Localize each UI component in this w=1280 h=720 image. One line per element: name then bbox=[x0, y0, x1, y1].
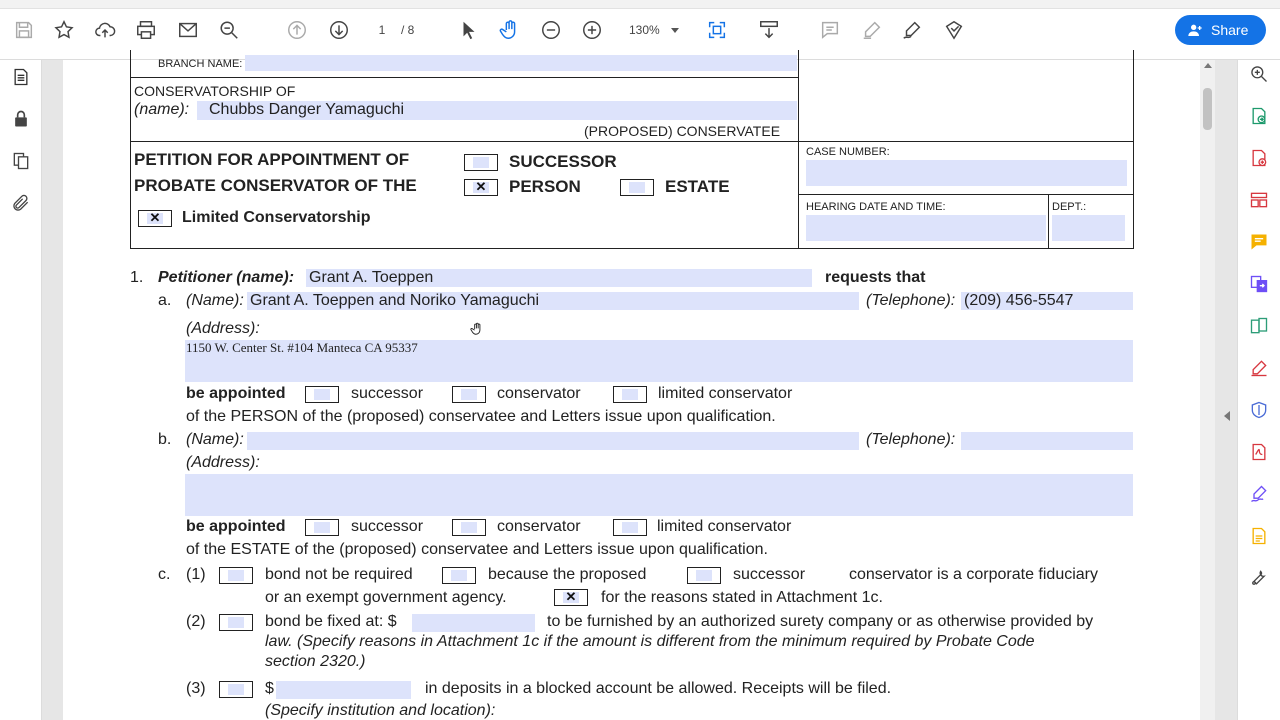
petitioner-name-field[interactable]: Grant A. Toeppen bbox=[306, 269, 812, 287]
b-conservator-checkbox[interactable] bbox=[452, 519, 486, 536]
collapse-right-panel-icon[interactable] bbox=[1224, 411, 1230, 421]
b-successor-checkbox[interactable] bbox=[305, 519, 339, 536]
redact-icon[interactable] bbox=[1248, 441, 1270, 463]
petition-title-line1: PETITION FOR APPOINTMENT OF bbox=[134, 150, 410, 169]
dept-label: DEPT.: bbox=[1052, 201, 1087, 213]
c1-text-attachment: for the reasons stated in Attachment 1c. bbox=[601, 589, 883, 606]
b-limited-conservator-checkbox[interactable] bbox=[613, 519, 647, 536]
c1-text-successor: successor bbox=[733, 566, 806, 583]
case-number-field[interactable] bbox=[806, 160, 1127, 186]
fit-page-icon[interactable] bbox=[705, 18, 729, 42]
protect-icon[interactable] bbox=[1248, 399, 1270, 421]
requests-that-label: requests that bbox=[825, 269, 926, 286]
c1-text-exempt-agency: or an exempt government agency. bbox=[265, 589, 507, 606]
page-number-input[interactable]: 1 bbox=[378, 23, 386, 37]
c2-bond-fixed-checkbox[interactable] bbox=[219, 614, 253, 631]
zoom-out-icon[interactable] bbox=[539, 18, 563, 42]
header-divider-vertical bbox=[1048, 194, 1049, 249]
b-estate-line: of the ESTATE of the (proposed) conservatee and Letters issue upon qualification. bbox=[186, 541, 768, 558]
b-telephone-field[interactable] bbox=[961, 432, 1133, 450]
c2-text-section: section 2320.) bbox=[265, 653, 366, 670]
b-address-field[interactable] bbox=[185, 474, 1133, 516]
a-address-field[interactable]: 1150 W. Center St. #104 Manteca CA 95337 bbox=[186, 340, 418, 355]
edit-pdf-icon[interactable] bbox=[1248, 357, 1270, 379]
hand-pan-icon[interactable] bbox=[498, 18, 522, 42]
chevron-down-icon[interactable] bbox=[671, 28, 679, 33]
zoom-icon[interactable] bbox=[1248, 63, 1270, 85]
page-down-icon[interactable] bbox=[327, 18, 351, 42]
b-be-appointed-label: be appointed bbox=[186, 518, 286, 535]
branch-name-field[interactable] bbox=[245, 55, 797, 71]
header-divider bbox=[130, 141, 1134, 142]
attachment-clip-icon[interactable] bbox=[10, 192, 32, 214]
c3-blocked-account-checkbox[interactable] bbox=[219, 681, 253, 698]
a-limited-conservator-checkbox[interactable] bbox=[613, 386, 647, 403]
highlight-pen-icon[interactable] bbox=[860, 18, 884, 42]
right-tools-rail bbox=[1237, 60, 1280, 720]
bookmark-star-icon[interactable] bbox=[52, 18, 76, 42]
page-up-icon[interactable] bbox=[285, 18, 309, 42]
organize-pages-icon[interactable] bbox=[1248, 189, 1270, 211]
hand-cursor-icon bbox=[470, 322, 484, 336]
b-name-label: (Name): bbox=[186, 431, 244, 448]
a-telephone-field[interactable]: (209) 456-5547 bbox=[961, 292, 1133, 310]
case-number-label: CASE NUMBER: bbox=[806, 146, 890, 158]
header-divider bbox=[798, 194, 1134, 195]
a-conservator-checkbox[interactable] bbox=[452, 386, 486, 403]
item-b-label: b. bbox=[158, 431, 172, 448]
c3-dollar-sign: $ bbox=[265, 680, 274, 697]
create-pdf-icon[interactable] bbox=[1248, 147, 1270, 169]
c1-attachment-checkbox[interactable] bbox=[554, 589, 588, 606]
c2-text-bond-fixed: bond be fixed at: $ bbox=[265, 613, 397, 630]
c1-bond-not-required-checkbox[interactable] bbox=[219, 567, 253, 584]
upload-cloud-icon[interactable] bbox=[93, 18, 117, 42]
comment-icon[interactable] bbox=[818, 18, 842, 42]
person-option-label: PERSON bbox=[509, 177, 581, 196]
compress-icon[interactable] bbox=[1248, 315, 1270, 337]
send-for-review-icon[interactable] bbox=[1248, 525, 1270, 547]
c2-bond-amount-field[interactable] bbox=[412, 614, 535, 632]
c1-number: (1) bbox=[186, 566, 206, 583]
branch-name-label: BRANCH NAME: bbox=[158, 58, 243, 70]
sign-icon[interactable] bbox=[900, 18, 924, 42]
c1-text-corporate-fiduciary: conservator is a corporate fiduciary bbox=[849, 566, 1098, 583]
zoom-level-select[interactable]: 130% bbox=[629, 23, 660, 37]
c1-successor-checkbox[interactable] bbox=[687, 567, 721, 584]
dept-field[interactable] bbox=[1052, 215, 1125, 241]
conservatorship-of-label: CONSERVATORSHIP OF bbox=[134, 83, 296, 99]
successor-checkbox[interactable] bbox=[464, 154, 498, 171]
b-conservator-label: conservator bbox=[497, 518, 581, 535]
person-checkbox[interactable] bbox=[464, 179, 498, 196]
a-address-label: (Address): bbox=[186, 320, 260, 337]
c3-deposit-amount-field[interactable] bbox=[276, 681, 411, 699]
comment-tool-icon[interactable] bbox=[1248, 231, 1270, 253]
c3-text-specify-institution: (Specify institution and location): bbox=[265, 702, 496, 719]
estate-option-label: ESTATE bbox=[665, 177, 730, 196]
item-1-number: 1. bbox=[130, 269, 144, 286]
successor-option-label: SUCCESSOR bbox=[509, 152, 617, 171]
page-total: / 8 bbox=[401, 23, 415, 37]
share-button[interactable] bbox=[1175, 15, 1266, 45]
a-successor-label: successor bbox=[351, 385, 424, 402]
c1-text-because: because the proposed bbox=[488, 566, 647, 583]
a-name-field[interactable]: Grant A. Toeppen and Noriko Yamaguchi bbox=[247, 292, 859, 310]
scroll-mode-icon[interactable] bbox=[757, 18, 781, 42]
limited-conservatorship-checkbox[interactable] bbox=[138, 210, 172, 227]
header-divider-vertical bbox=[798, 50, 799, 249]
estate-checkbox[interactable] bbox=[620, 179, 654, 196]
share-label: Share bbox=[1211, 22, 1249, 38]
a-person-line: of the PERSON of the (proposed) conservatee and Letters issue upon qualification. bbox=[186, 408, 776, 425]
print-icon[interactable] bbox=[134, 18, 158, 42]
a-conservator-label: conservator bbox=[497, 385, 581, 402]
zoom-in-icon[interactable] bbox=[580, 18, 604, 42]
scroll-up-arrow-icon[interactable] bbox=[1204, 63, 1212, 68]
combine-files-icon[interactable] bbox=[1248, 273, 1270, 295]
more-tools-icon[interactable] bbox=[1248, 567, 1270, 589]
name-label: (name): bbox=[134, 101, 190, 118]
c1-text-bond-not-required: bond not be required bbox=[265, 566, 413, 583]
email-icon[interactable] bbox=[176, 18, 200, 42]
lock-icon[interactable] bbox=[10, 108, 32, 130]
fill-and-sign-icon[interactable] bbox=[1248, 483, 1270, 505]
zoom-search-icon[interactable] bbox=[217, 18, 241, 42]
copy-pages-icon[interactable] bbox=[10, 150, 32, 172]
petition-title-line2: PROBATE CONSERVATOR OF THE bbox=[134, 176, 417, 195]
hearing-date-label: HEARING DATE AND TIME: bbox=[806, 201, 946, 213]
left-navigation-rail bbox=[0, 60, 42, 720]
b-telephone-label: (Telephone): bbox=[866, 431, 956, 448]
c2-text-specify-reasons: law. (Specify reasons in Attachment 1c if the amount is different from the minimum required by Probate Code bbox=[265, 633, 1035, 650]
c2-text-surety: to be furnished by an authorized surety company or as otherwise provided by bbox=[547, 613, 1094, 630]
c3-number: (3) bbox=[186, 680, 206, 697]
proposed-conservatee-label: (PROPOSED) CONSERVATEE bbox=[584, 123, 781, 139]
share-user-icon bbox=[1187, 22, 1203, 38]
vertical-scrollbar[interactable] bbox=[1200, 60, 1215, 720]
b-name-field[interactable] bbox=[247, 432, 859, 450]
page-thumbnails-icon[interactable] bbox=[10, 66, 32, 88]
item-a-label: a. bbox=[158, 292, 172, 309]
item-c-label: c. bbox=[158, 566, 171, 583]
petitioner-label: Petitioner (name): bbox=[158, 269, 295, 286]
a-limited-conservator-label: limited conservator bbox=[658, 385, 793, 402]
c2-number: (2) bbox=[186, 613, 206, 630]
save-icon[interactable] bbox=[12, 18, 36, 42]
b-successor-label: successor bbox=[351, 518, 424, 535]
limited-conservatorship-label: Limited Conservatorship bbox=[182, 209, 371, 226]
scrollbar-thumb[interactable] bbox=[1203, 88, 1212, 130]
conservatee-name-field[interactable]: Chubbs Danger Yamaguchi bbox=[197, 101, 797, 120]
b-limited-conservator-label: limited conservator bbox=[657, 518, 792, 535]
c3-text-blocked-account: in deposits in a blocked account be allowed. Receipts will be filed. bbox=[425, 680, 892, 697]
a-successor-checkbox[interactable] bbox=[305, 386, 339, 403]
b-address-label: (Address): bbox=[186, 454, 260, 471]
hearing-date-field[interactable] bbox=[806, 215, 1046, 241]
fill-sign-icon[interactable] bbox=[942, 18, 966, 42]
select-arrow-icon[interactable] bbox=[457, 18, 481, 42]
export-pdf-icon[interactable] bbox=[1248, 105, 1270, 127]
c1-because-checkbox[interactable] bbox=[442, 567, 476, 584]
a-be-appointed-label: be appointed bbox=[186, 385, 286, 402]
header-divider bbox=[130, 77, 798, 78]
a-telephone-label: (Telephone): bbox=[866, 292, 956, 309]
window-top-strip bbox=[0, 0, 1280, 9]
a-name-label: (Name): bbox=[186, 292, 244, 309]
